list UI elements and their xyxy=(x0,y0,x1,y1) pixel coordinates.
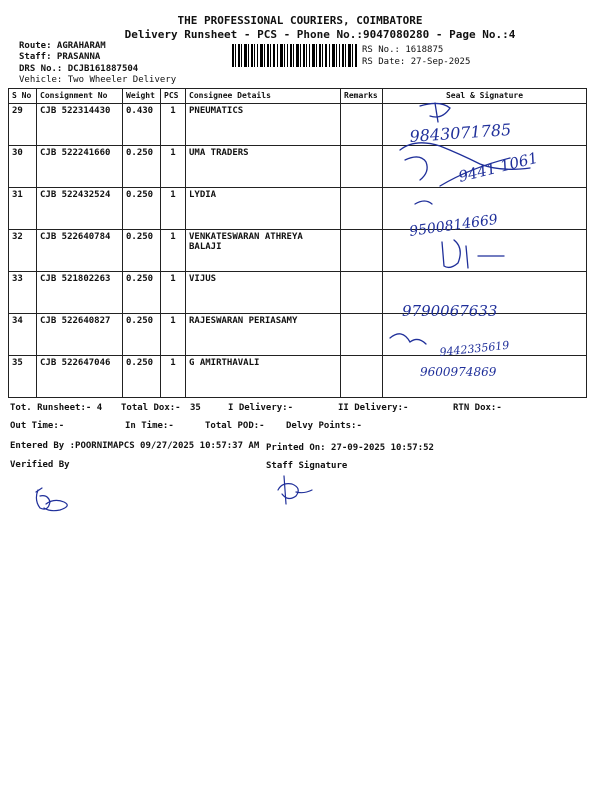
consignment-cell: CJB 522647046 xyxy=(37,356,123,398)
pcs-cell: 1 xyxy=(161,230,186,272)
sno-cell: 35 xyxy=(9,356,37,398)
remarks-cell xyxy=(341,104,383,146)
out-time-label: Out Time:- xyxy=(10,421,65,431)
weight-cell: 0.250 xyxy=(123,146,161,188)
company-title: THE PROFESSIONAL COURIERS, COIMBATORE xyxy=(177,14,423,27)
runsheet-subtitle: Delivery Runsheet - PCS - Phone No.:9047080280 - Page No.:4 xyxy=(124,28,516,41)
consignee-cell: G AMIRTHAVALI xyxy=(186,356,341,398)
weight-cell: 0.250 xyxy=(123,188,161,230)
pcs-cell: 1 xyxy=(161,272,186,314)
vehicle-label: Vehicle: Two Wheeler Delivery xyxy=(19,75,177,85)
drs-number: DRS No.: DCJB161887504 xyxy=(19,64,139,74)
col-header-sno: S No xyxy=(9,89,37,104)
pcs-cell: 1 xyxy=(161,104,186,146)
pcs-cell: 1 xyxy=(161,314,186,356)
in-time-label: In Time:- xyxy=(125,421,174,431)
consignee-cell: VENKATESWARAN ATHREYA BALAJI xyxy=(186,230,341,272)
consignment-cell: CJB 521802263 xyxy=(37,272,123,314)
signature-phone: 9600974869 xyxy=(420,365,497,379)
consignee-cell: VIJUS xyxy=(186,272,341,314)
signature-phone: 9790067633 xyxy=(402,302,498,320)
pcs-cell: 1 xyxy=(161,356,186,398)
consignee-cell: PNEUMATICS xyxy=(186,104,341,146)
rs-date: RS Date: 27-Sep-2025 xyxy=(362,57,471,67)
sno-cell: 29 xyxy=(9,104,37,146)
weight-cell: 0.250 xyxy=(123,314,161,356)
remarks-cell xyxy=(341,188,383,230)
remarks-cell xyxy=(341,314,383,356)
delvy-points-label: Delvy Points:- xyxy=(286,421,362,431)
remarks-cell xyxy=(341,272,383,314)
weight-cell: 0.250 xyxy=(123,356,161,398)
sno-cell: 34 xyxy=(9,314,37,356)
signature-phone: 9442335619 xyxy=(438,338,510,359)
sno-cell: 33 xyxy=(9,272,37,314)
pcs-cell: 1 xyxy=(161,146,186,188)
consignee-cell: RAJESWARAN PERIASAMY xyxy=(186,314,341,356)
signature-phone: 9500814669 xyxy=(408,211,499,240)
barcode xyxy=(232,44,358,67)
staff-label: Staff: PRASANNA xyxy=(19,52,101,62)
total-pod-label: Total POD:- xyxy=(205,421,265,431)
sno-cell: 30 xyxy=(9,146,37,188)
verified-by-label: Verified By xyxy=(10,460,70,470)
weight-cell: 0.250 xyxy=(123,272,161,314)
col-header-pcs: PCS xyxy=(161,89,186,104)
consignment-cell: CJB 522640784 xyxy=(37,230,123,272)
consignment-cell: CJB 522241660 xyxy=(37,146,123,188)
consignee-cell: UMA TRADERS xyxy=(186,146,341,188)
remarks-cell xyxy=(341,230,383,272)
entered-by: Entered By :POORNIMAPCS 09/27/2025 10:57:37 AM xyxy=(10,441,260,451)
weight-cell: 0.250 xyxy=(123,230,161,272)
consignment-cell: CJB 522314430 xyxy=(37,104,123,146)
ii-delivery-label: II Delivery:- xyxy=(338,403,409,413)
total-dox-value: 35 xyxy=(190,403,201,413)
printed-on: Printed On: 27-09-2025 10:57:52 xyxy=(266,443,434,453)
sno-cell: 32 xyxy=(9,230,37,272)
route-label: Route: AGRAHARAM xyxy=(19,41,106,51)
total-dox-label: Total Dox:- xyxy=(121,403,181,413)
rtn-dox-label: RTN Dox:- xyxy=(453,403,502,413)
staff-signature-label: Staff Signature xyxy=(266,461,348,471)
consignment-cell: CJB 522432524 xyxy=(37,188,123,230)
signature-phone: 9441 1061 xyxy=(456,148,540,186)
sno-cell: 31 xyxy=(9,188,37,230)
consignment-cell: CJB 522640827 xyxy=(37,314,123,356)
total-runsheet: Tot. Runsheet:- 4 xyxy=(10,403,103,413)
signature-phone: 9843071785 xyxy=(408,119,512,146)
col-header-consignment: Consignment No xyxy=(37,89,123,104)
remarks-cell xyxy=(341,356,383,398)
col-header-remarks: Remarks xyxy=(341,89,383,104)
weight-cell: 0.430 xyxy=(123,104,161,146)
col-header-consignee: Consignee Details xyxy=(186,89,341,104)
verified-signature xyxy=(30,484,80,516)
rs-number: RS No.: 1618875 xyxy=(362,45,444,55)
pcs-cell: 1 xyxy=(161,188,186,230)
consignee-cell: LYDIA xyxy=(186,188,341,230)
i-delivery-label: I Delivery:- xyxy=(228,403,294,413)
handwritten-signatures xyxy=(380,98,590,398)
remarks-cell xyxy=(341,146,383,188)
col-header-weight: Weight xyxy=(123,89,161,104)
col-header-signature: Seal & Signature xyxy=(383,89,587,104)
staff-signature xyxy=(270,472,316,508)
